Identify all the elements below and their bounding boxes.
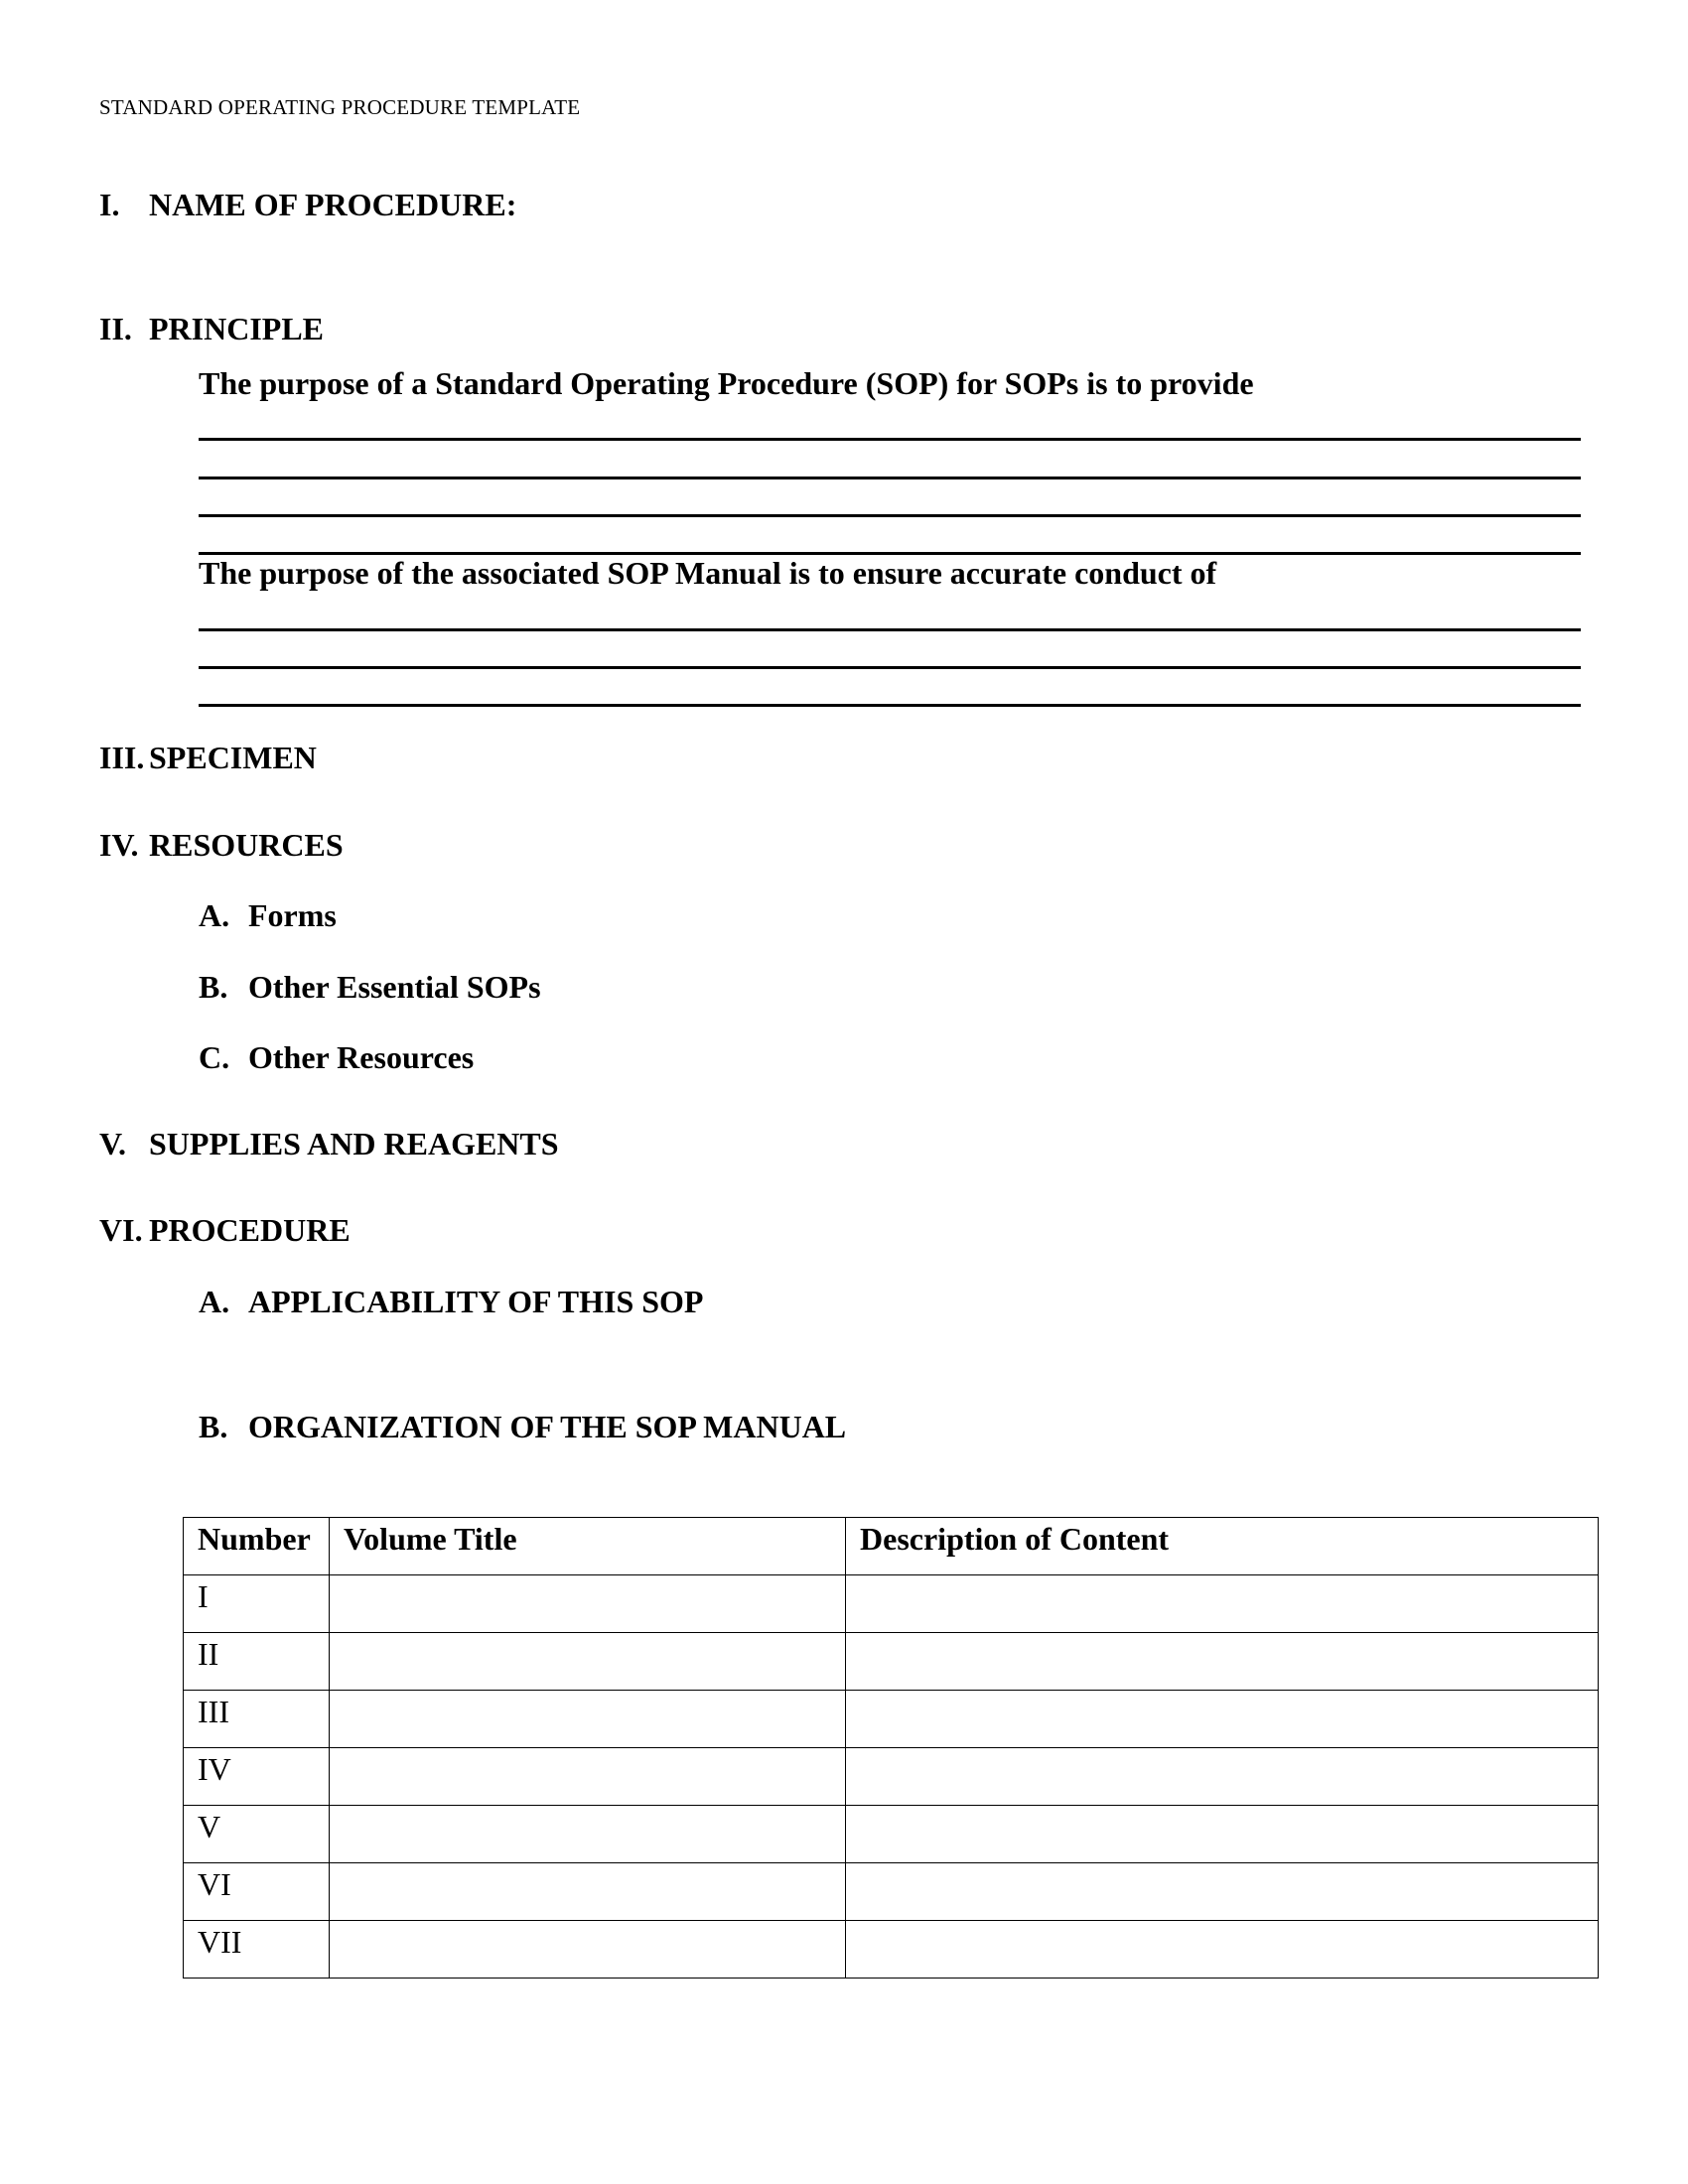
volume-title-cell[interactable]: [330, 1921, 846, 1979]
column-header-description: Description of Content: [846, 1518, 1599, 1575]
document-header: STANDARD OPERATING PROCEDURE TEMPLATE: [99, 95, 581, 119]
volume-title-cell[interactable]: [330, 1691, 846, 1748]
row-number-cell: VII: [184, 1921, 330, 1979]
item-label: ORGANIZATION OF THE SOP MANUAL: [248, 1409, 847, 1444]
fill-in-line[interactable]: [199, 477, 1581, 479]
section-name-of-procedure: [99, 187, 516, 223]
table-row: [184, 1806, 1599, 1863]
table-header-row: [184, 1518, 1599, 1575]
description-cell[interactable]: [846, 1863, 1599, 1921]
item-letter: A.: [199, 1284, 230, 1319]
table-row: [184, 1921, 1599, 1979]
description-cell[interactable]: [846, 1806, 1599, 1863]
volume-title-cell[interactable]: [330, 1806, 846, 1863]
procedure-item-organization: [199, 1409, 846, 1445]
description-cell[interactable]: [846, 1633, 1599, 1691]
section-number: V.: [99, 1126, 126, 1161]
resource-item-other-essential-sops: [199, 969, 541, 1006]
row-number-cell: V: [184, 1806, 330, 1863]
volume-title-cell[interactable]: [330, 1863, 846, 1921]
section-title: NAME OF PROCEDURE:: [149, 187, 517, 222]
section-title: SUPPLIES AND REAGENTS: [149, 1126, 559, 1161]
section-number: II.: [99, 311, 132, 346]
row-number-cell: III: [184, 1691, 330, 1748]
section-title: RESOURCES: [149, 827, 344, 863]
column-header-volume-title: Volume Title: [330, 1518, 846, 1575]
principle-paragraph-1: The purpose of a Standard Operating Procedure (SOP) for SOPs is to provide: [199, 365, 1254, 401]
item-label: Other Essential SOPs: [248, 969, 541, 1005]
row-number-cell: I: [184, 1575, 330, 1633]
fill-in-line[interactable]: [199, 514, 1581, 517]
section-number: III.: [99, 740, 145, 775]
section-title: SPECIMEN: [149, 740, 317, 775]
section-number: VI.: [99, 1212, 143, 1248]
table-row: [184, 1863, 1599, 1921]
volume-title-cell[interactable]: [330, 1633, 846, 1691]
section-number: I.: [99, 187, 120, 222]
item-label: APPLICABILITY OF THIS SOP: [248, 1284, 704, 1319]
fill-in-line[interactable]: [199, 438, 1581, 441]
description-cell[interactable]: [846, 1691, 1599, 1748]
table-row: [184, 1748, 1599, 1806]
table-row: [184, 1691, 1599, 1748]
section-specimen: [99, 740, 317, 776]
resource-item-other-resources: [199, 1039, 474, 1076]
fill-in-line[interactable]: [199, 704, 1581, 707]
item-label: Other Resources: [248, 1039, 475, 1075]
description-cell[interactable]: [846, 1921, 1599, 1979]
item-letter: B.: [199, 969, 228, 1005]
principle-paragraph-2: The purpose of the associated SOP Manual is to ensure accurate conduct of: [199, 555, 1217, 591]
description-cell[interactable]: [846, 1748, 1599, 1806]
section-number: IV.: [99, 827, 139, 863]
section-title: PROCEDURE: [149, 1212, 351, 1248]
row-number-cell: II: [184, 1633, 330, 1691]
fill-in-line[interactable]: [199, 666, 1581, 669]
table-row: [184, 1633, 1599, 1691]
section-resources: [99, 827, 344, 864]
description-cell[interactable]: [846, 1575, 1599, 1633]
section-procedure: [99, 1212, 351, 1249]
item-letter: A.: [199, 897, 230, 933]
resource-item-forms: [199, 897, 337, 934]
column-header-number: Number: [184, 1518, 330, 1575]
section-title: PRINCIPLE: [149, 311, 325, 346]
sop-manual-organization-table: [183, 1517, 1599, 1979]
procedure-item-applicability: [199, 1284, 703, 1320]
row-number-cell: IV: [184, 1748, 330, 1806]
volume-title-cell[interactable]: [330, 1575, 846, 1633]
item-label: Forms: [248, 897, 337, 933]
section-principle: [99, 311, 324, 347]
item-letter: B.: [199, 1409, 228, 1444]
fill-in-line[interactable]: [199, 628, 1581, 631]
table-row: [184, 1575, 1599, 1633]
row-number-cell: VI: [184, 1863, 330, 1921]
section-supplies-and-reagents: [99, 1126, 559, 1162]
item-letter: C.: [199, 1039, 230, 1075]
volume-title-cell[interactable]: [330, 1748, 846, 1806]
